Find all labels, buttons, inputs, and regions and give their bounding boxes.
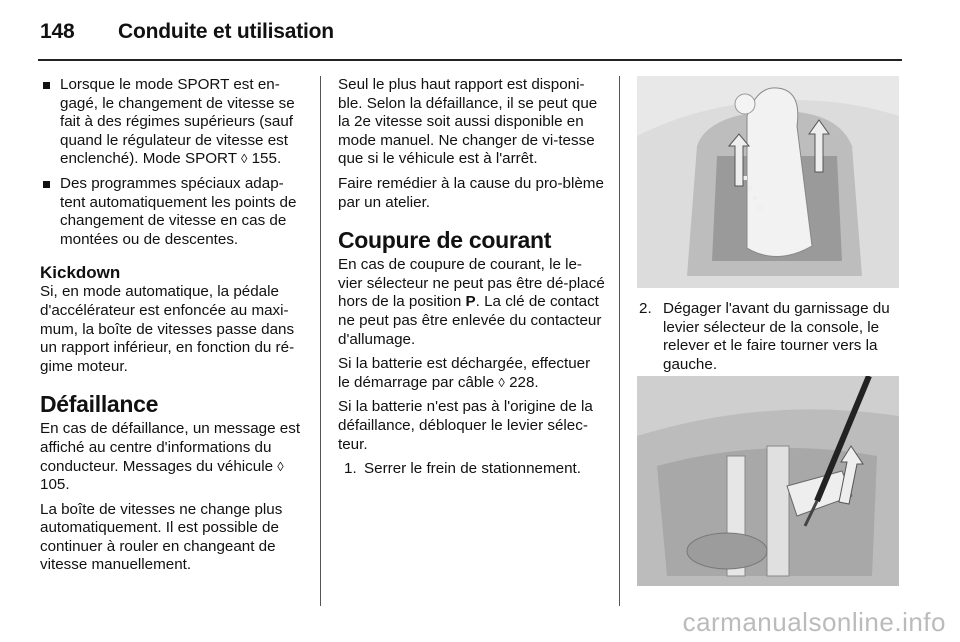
column-divider: [619, 76, 620, 606]
page-ref: 105.: [40, 476, 70, 494]
step-number: 1.: [344, 460, 357, 478]
page-number: 148: [40, 20, 75, 43]
column-right: [637, 300, 901, 374]
list-item: Des programmes spéciaux adap-tent automatiquement les points de changement de vitesse en cas de montées ou de descentes.: [40, 175, 305, 249]
paragraph: En cas de coupure de courant, le le-vier sélecteur ne peut pas être dé-placé hors de la position P. La clé de contact ne peut pas être enlevée du contacteur d'allumage.: [338, 256, 605, 348]
paragraph: Si la batterie est déchargée, effectuer le démarrage par câble ◊ 228.: [338, 355, 591, 391]
step-text: Serrer le frein de stationnement.: [364, 460, 581, 478]
step-item: [637, 300, 901, 374]
page-ref: 228.: [509, 373, 539, 391]
console-trim-drawing: [637, 376, 899, 586]
paragraph: Faire remédier à la cause du pro-blème par un atelier.: [338, 174, 604, 211]
watermark: carmanualsonline.info: [682, 607, 946, 637]
position-key: P: [465, 293, 476, 311]
gear-selector-illustration: [637, 76, 899, 288]
column-left: [40, 76, 305, 581]
column-divider: [320, 76, 321, 606]
kickdown-heading: Kickdown: [40, 263, 121, 283]
step-item: [338, 460, 606, 479]
defaillance-paragraph: En cas de défaillance, un message est affiché au centre d'informations du conducteur. Messages du véhicule ◊ 105.: [40, 420, 301, 494]
reference-icon: ◊: [498, 374, 505, 390]
defaillance-paragraph-2: La boîte de vitesses ne change plus automatiquement. Il est possible de continuer à rouler en changeant de vitesse manuellement.: [40, 500, 283, 574]
kickdown-text: Si, en mode automatique, la pédale d'accélérateur est enfoncée au maxi-mum, la boîte de vitesses passe dans un rapport inférieur, en fonction du ré-gime moteur.: [40, 283, 295, 375]
defaillance-heading: Défaillance: [40, 391, 159, 418]
paragraph: Seul le plus haut rapport est disponi-ble. Selon la défaillance, il se peut que la 2e vitesse soit aussi disponible en mode manuel. Ne changer de vi-tesse que si le véhicule est à l'arrêt.: [338, 76, 598, 168]
page-ref: 155.: [251, 150, 282, 168]
header-rule: [38, 59, 902, 61]
console-trim-illustration: [637, 376, 899, 586]
page-header: [40, 20, 334, 44]
column-middle: [338, 76, 606, 479]
step-text: Dégager l'avant du garnissage du levier sélecteur de la console, le relever et le faire tourner vers la gauche.: [663, 300, 890, 373]
gear-selector-drawing: [637, 76, 899, 288]
reference-icon: ◊: [240, 151, 248, 167]
paragraph: Si la batterie n'est pas à l'origine de la défaillance, débloquer le levier sélec-teur.: [338, 398, 593, 453]
reference-icon: ◊: [277, 458, 284, 474]
coupure-heading: Coupure de courant: [338, 227, 552, 254]
list-item: Lorsque le mode SPORT est en-gagé, le changement de vitesse se fait à des régimes supérieurs (sauf quand le régulateur de vitesse est enclenché). Mode SPORT ◊ 155.: [40, 76, 305, 169]
bullet-list: [40, 76, 305, 249]
step-number: 2.: [639, 300, 652, 317]
section-title: Conduite et utilisation: [118, 20, 334, 43]
